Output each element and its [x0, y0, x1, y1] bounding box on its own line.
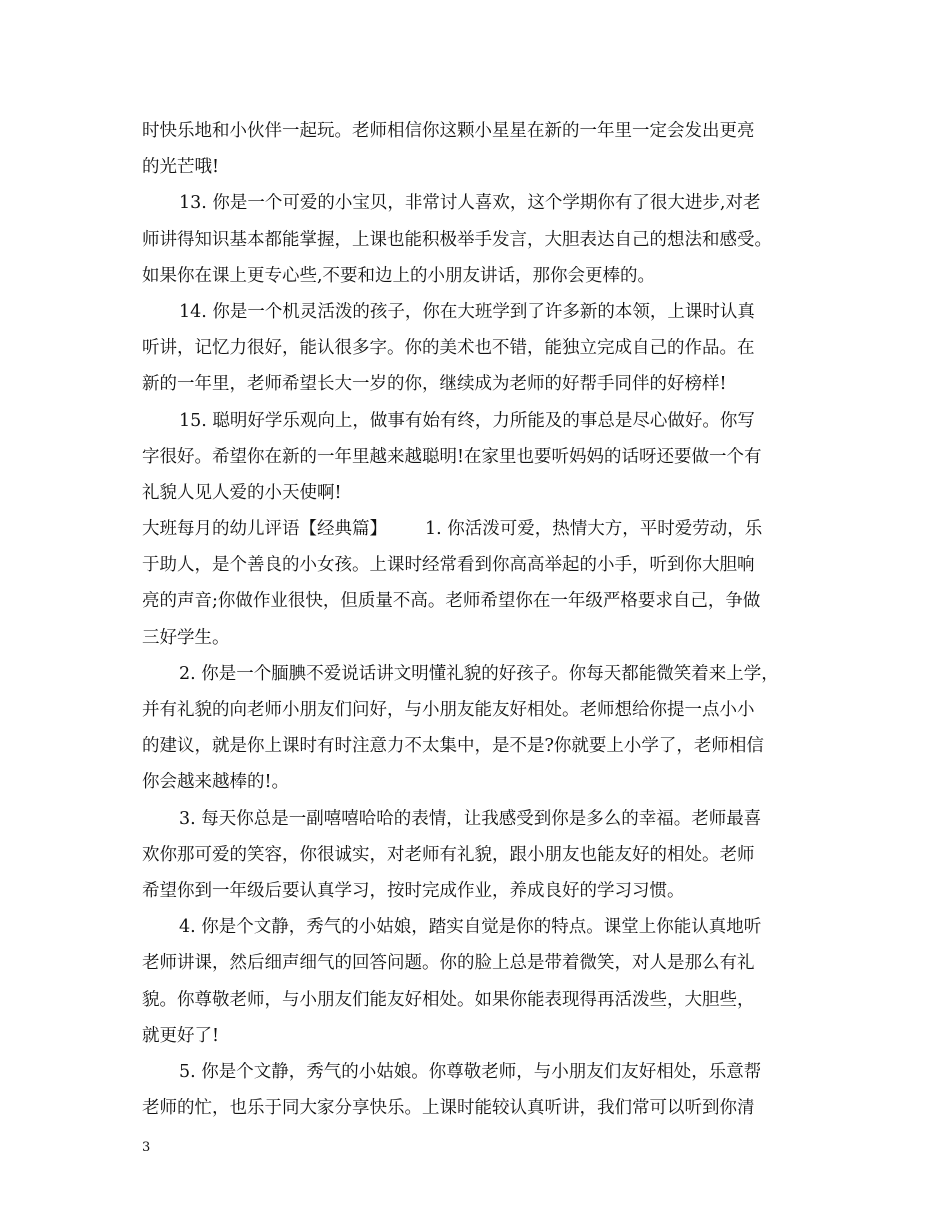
text-line: 欢你那可爱的笑容，你很诚实，对老师有礼貌，跟小朋友也能友好的相处。老师 — [142, 844, 755, 865]
text-line: 的建议，就是你上课时有时注意力不太集中，是不是?你就要上小学了，老师相信 — [142, 736, 764, 757]
text-line: 听讲，记忆力很好，能认很多字。你的美术也不错，能独立完成自己的作品。在 — [142, 338, 755, 359]
text-line: 你会越来越棒的!。 — [142, 772, 290, 793]
text-line: 老师的忙，也乐于同大家分享快乐。上课时能较认真听讲，我们常可以听到你清 — [142, 1098, 755, 1119]
text-line: 如果你在课上更专心些,不要和边上的小朋友讲话，那你会更棒的。 — [142, 265, 656, 286]
text-line: 13. 你是一个可爱的小宝贝，非常讨人喜欢，这个学期你有了很大进步,对老 — [179, 193, 761, 214]
text-line: 貌。你尊敬老师，与小朋友们能友好相处。如果你能表现得再活泼些，大胆些， — [142, 989, 755, 1010]
text-line: 三好学生。 — [142, 627, 230, 648]
text-line: 并有礼貌的向老师小朋友们问好，与小朋友能友好相处。老师想给你提一点小小 — [142, 700, 755, 720]
section-heading: 大班每月的幼儿评语【经典篇】 — [142, 519, 387, 540]
text-line: 15. 聪明好学乐观向上，做事有始有终，力所能及的事总是尽心做好。你写 — [179, 410, 755, 431]
section-heading-line — [142, 511, 812, 547]
text-line: 于助人，是个善良的小女孩。上课时经常看到你高高举起的小手，听到你大胆响 — [142, 555, 755, 576]
text-line: 字很好。希望你在新的一年里越来越聪明!在家里也要听妈妈的话呀还要做一个有 — [142, 446, 762, 467]
text-line: 亮的声音;你做作业很快，但质量不高。老师希望你在一年级严格要求自己，争做 — [142, 591, 761, 612]
text-line: 14. 你是一个机灵活泼的孩子，你在大班学到了许多新的本领，上课时认真 — [179, 301, 755, 322]
section-first-line: 1. 你活泼可爱，热情大方，平时爱劳动，乐 — [425, 519, 763, 540]
text-line: 礼貌人见人爱的小天使啊! — [142, 482, 342, 503]
text-line: 2. 你是一个腼腆不爱说话讲文明懂礼貌的好孩子。你每天都能微笑着来上学， — [179, 663, 779, 684]
page-number: 3 — [142, 1140, 151, 1155]
text-line: 4. 你是个文静，秀气的小姑娘，踏实自觉是你的特点。课堂上你能认真地听 — [179, 917, 762, 938]
text-line: 老师讲课，然后细声细气的回答问题。你的脸上总是带着微笑，对人是那么有礼 — [142, 953, 755, 974]
text-line: 3. 每天你总是一副嘻嘻哈哈的表情，让我感受到你是多么的幸福。老师最喜 — [179, 808, 762, 829]
document-body — [142, 113, 812, 1126]
text-line: 时快乐地和小伙伴一起玩。老师相信你这颗小星星在新的一年里一定会发出更亮 — [142, 121, 755, 141]
text-line: 新的一年里，老师希望长大一岁的你，继续成为老师的好帮手同伴的好榜样! — [142, 374, 727, 395]
text-line: 5. 你是个文静，秀气的小姑娘。你尊敬老师，与小朋友们友好相处，乐意帮 — [179, 1061, 762, 1082]
text-line: 师讲得知识基本都能掌握，上课也能积极举手发言，大胆表达自己的想法和感受。 — [142, 229, 772, 250]
text-line: 就更好了! — [142, 1025, 220, 1046]
text-line: 的光芒哦! — [142, 157, 220, 178]
text-line: 希望你到一年级后要认真学习，按时完成作业，养成良好的学习习惯。 — [142, 880, 685, 901]
